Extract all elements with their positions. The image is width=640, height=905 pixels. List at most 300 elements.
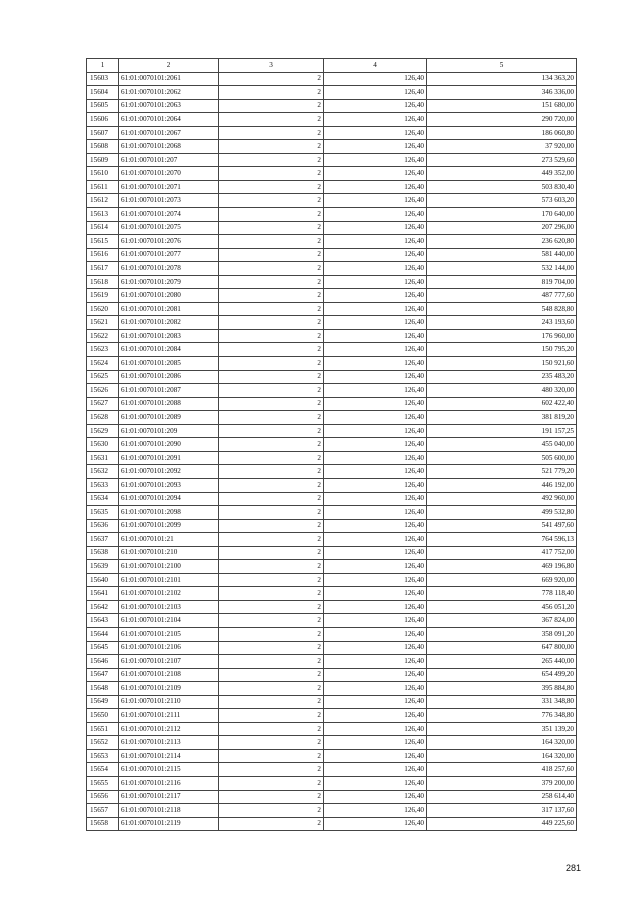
table-row <box>87 316 577 330</box>
table-cell: 764 596,13 <box>427 533 577 547</box>
table-cell: 126,40 <box>324 790 427 804</box>
table-cell: 126,40 <box>324 113 427 127</box>
table-cell: 2 <box>219 749 324 763</box>
table-cell: 126,40 <box>324 302 427 316</box>
table-cell: 15645 <box>87 641 119 655</box>
table-cell: 15643 <box>87 614 119 628</box>
table-cell: 2 <box>219 167 324 181</box>
table-cell: 61:01:0070101:2107 <box>119 655 219 669</box>
table-row <box>87 790 577 804</box>
table-cell: 2 <box>219 627 324 641</box>
table-cell: 126,40 <box>324 478 427 492</box>
table-row <box>87 113 577 127</box>
table-cell: 126,40 <box>324 600 427 614</box>
table-cell: 126,40 <box>324 316 427 330</box>
table-cell: 2 <box>219 370 324 384</box>
table-cell: 243 193,60 <box>427 316 577 330</box>
table-cell: 61:01:0070101:2076 <box>119 235 219 249</box>
table-cell: 61:01:0070101:2063 <box>119 99 219 113</box>
table-cell: 418 257,60 <box>427 763 577 777</box>
table-cell: 61:01:0070101:2101 <box>119 573 219 587</box>
table-cell: 15647 <box>87 668 119 682</box>
table-cell: 2 <box>219 343 324 357</box>
table-cell: 126,40 <box>324 804 427 818</box>
table-cell: 126,40 <box>324 424 427 438</box>
table-cell: 15633 <box>87 478 119 492</box>
header-cell: 4 <box>324 59 427 73</box>
table-cell: 15624 <box>87 357 119 371</box>
table-cell: 61:01:0070101:2100 <box>119 560 219 574</box>
table-cell: 61:01:0070101:2108 <box>119 668 219 682</box>
table-cell: 61:01:0070101:2077 <box>119 248 219 262</box>
table-row <box>87 465 577 479</box>
table-cell: 61:01:0070101:2090 <box>119 438 219 452</box>
table-cell: 126,40 <box>324 411 427 425</box>
table-cell: 37 920,00 <box>427 140 577 154</box>
table-cell: 449 225,60 <box>427 817 577 831</box>
table-cell: 602 422,40 <box>427 397 577 411</box>
table-cell: 126,40 <box>324 86 427 100</box>
header-cell: 3 <box>219 59 324 73</box>
table-cell: 15656 <box>87 790 119 804</box>
table-cell: 2 <box>219 275 324 289</box>
table-cell: 2 <box>219 140 324 154</box>
table-cell: 126,40 <box>324 329 427 343</box>
table-cell: 2 <box>219 86 324 100</box>
table-cell: 15627 <box>87 397 119 411</box>
table-cell: 126,40 <box>324 573 427 587</box>
table-cell: 15614 <box>87 221 119 235</box>
table-cell: 15628 <box>87 411 119 425</box>
table-cell: 2 <box>219 682 324 696</box>
table-cell: 2 <box>219 736 324 750</box>
table-row <box>87 506 577 520</box>
table-cell: 126,40 <box>324 451 427 465</box>
table-row <box>87 438 577 452</box>
table-cell: 61:01:0070101:2088 <box>119 397 219 411</box>
table-cell: 15611 <box>87 180 119 194</box>
table-cell: 2 <box>219 180 324 194</box>
table-cell: 126,40 <box>324 614 427 628</box>
table-cell: 170 640,00 <box>427 208 577 222</box>
table-cell: 126,40 <box>324 641 427 655</box>
table-cell: 61:01:0070101:2078 <box>119 262 219 276</box>
table-cell: 15606 <box>87 113 119 127</box>
table-cell: 61:01:0070101:2087 <box>119 384 219 398</box>
table-cell: 331 348,80 <box>427 695 577 709</box>
table-cell: 492 960,00 <box>427 492 577 506</box>
table-cell: 2 <box>219 695 324 709</box>
table-cell: 61:01:0070101:2112 <box>119 722 219 736</box>
table-cell: 61:01:0070101:2111 <box>119 709 219 723</box>
table-cell: 126,40 <box>324 357 427 371</box>
table-cell: 61:01:0070101:2075 <box>119 221 219 235</box>
table-cell: 61:01:0070101:2085 <box>119 357 219 371</box>
table-cell: 15610 <box>87 167 119 181</box>
table-cell: 2 <box>219 438 324 452</box>
table-cell: 15637 <box>87 533 119 547</box>
table-cell: 61:01:0070101:2083 <box>119 329 219 343</box>
table-row <box>87 384 577 398</box>
table-cell: 2 <box>219 194 324 208</box>
table-cell: 15631 <box>87 451 119 465</box>
table-cell: 61:01:0070101:2114 <box>119 749 219 763</box>
table-cell: 15649 <box>87 695 119 709</box>
table-cell: 2 <box>219 329 324 343</box>
header-cell: 2 <box>119 59 219 73</box>
table-cell: 61:01:0070101:21 <box>119 533 219 547</box>
table-cell: 2 <box>219 560 324 574</box>
table-cell: 346 336,00 <box>427 86 577 100</box>
table-cell: 126,40 <box>324 668 427 682</box>
table-cell: 446 192,00 <box>427 478 577 492</box>
table-cell: 126,40 <box>324 438 427 452</box>
table-cell: 61:01:0070101:2119 <box>119 817 219 831</box>
table-cell: 134 363,20 <box>427 72 577 86</box>
table-cell: 164 320,00 <box>427 736 577 750</box>
table-cell: 15644 <box>87 627 119 641</box>
table-cell: 2 <box>219 817 324 831</box>
table-cell: 2 <box>219 289 324 303</box>
table-cell: 2 <box>219 302 324 316</box>
table-cell: 61:01:0070101:2117 <box>119 790 219 804</box>
table-cell: 15657 <box>87 804 119 818</box>
table-cell: 2 <box>219 262 324 276</box>
table-cell: 15607 <box>87 126 119 140</box>
table-row <box>87 275 577 289</box>
table-row <box>87 817 577 831</box>
table-row <box>87 411 577 425</box>
table-cell: 186 060,80 <box>427 126 577 140</box>
table-row <box>87 722 577 736</box>
table-cell: 61:01:0070101:2103 <box>119 600 219 614</box>
table-cell: 61:01:0070101:2098 <box>119 506 219 520</box>
table-cell: 2 <box>219 641 324 655</box>
table-cell: 61:01:0070101:2064 <box>119 113 219 127</box>
table-row <box>87 492 577 506</box>
table-cell: 61:01:0070101:2082 <box>119 316 219 330</box>
table-cell: 126,40 <box>324 167 427 181</box>
page-number: 281 <box>566 863 582 873</box>
table-cell: 15620 <box>87 302 119 316</box>
table-cell: 15603 <box>87 72 119 86</box>
table-cell: 2 <box>219 384 324 398</box>
table-row <box>87 72 577 86</box>
table-header-row <box>87 59 577 73</box>
table-cell: 126,40 <box>324 221 427 235</box>
table-row <box>87 167 577 181</box>
header-cell: 1 <box>87 59 119 73</box>
table-cell: 126,40 <box>324 370 427 384</box>
table-cell: 150 795,20 <box>427 343 577 357</box>
table-cell: 126,40 <box>324 465 427 479</box>
table-row <box>87 302 577 316</box>
table-cell: 15639 <box>87 560 119 574</box>
table-row <box>87 140 577 154</box>
table-cell: 15650 <box>87 709 119 723</box>
table-cell: 15613 <box>87 208 119 222</box>
table-cell: 61:01:0070101:2091 <box>119 451 219 465</box>
table-cell: 61:01:0070101:2080 <box>119 289 219 303</box>
table-row <box>87 235 577 249</box>
table-cell: 776 348,80 <box>427 709 577 723</box>
table-cell: 15634 <box>87 492 119 506</box>
table-cell: 15623 <box>87 343 119 357</box>
table-cell: 126,40 <box>324 235 427 249</box>
table-cell: 126,40 <box>324 546 427 560</box>
table-cell: 2 <box>219 506 324 520</box>
table-cell: 61:01:0070101:2104 <box>119 614 219 628</box>
table-row <box>87 641 577 655</box>
data-table <box>86 58 577 831</box>
table-cell: 2 <box>219 72 324 86</box>
table-cell: 126,40 <box>324 709 427 723</box>
table-cell: 15642 <box>87 600 119 614</box>
table-cell: 487 777,60 <box>427 289 577 303</box>
table-cell: 61:01:0070101:2073 <box>119 194 219 208</box>
table-cell: 541 497,60 <box>427 519 577 533</box>
table-cell: 61:01:0070101:2105 <box>119 627 219 641</box>
table-row <box>87 99 577 113</box>
table-cell: 573 603,20 <box>427 194 577 208</box>
table-cell: 126,40 <box>324 248 427 262</box>
table-cell: 647 800,00 <box>427 641 577 655</box>
table-row <box>87 587 577 601</box>
table-row <box>87 86 577 100</box>
table-row <box>87 357 577 371</box>
table-cell: 480 320,00 <box>427 384 577 398</box>
table-body <box>87 59 577 831</box>
table-cell: 126,40 <box>324 533 427 547</box>
table-cell: 126,40 <box>324 384 427 398</box>
table-cell: 521 779,20 <box>427 465 577 479</box>
table-row <box>87 763 577 777</box>
table-cell: 449 352,00 <box>427 167 577 181</box>
table-cell: 176 960,00 <box>427 329 577 343</box>
table-cell: 126,40 <box>324 180 427 194</box>
table-row <box>87 221 577 235</box>
table-cell: 15622 <box>87 329 119 343</box>
table-cell: 15646 <box>87 655 119 669</box>
table-cell: 2 <box>219 492 324 506</box>
table-cell: 2 <box>219 587 324 601</box>
table-cell: 126,40 <box>324 72 427 86</box>
table-cell: 2 <box>219 804 324 818</box>
table-cell: 61:01:0070101:2074 <box>119 208 219 222</box>
table-cell: 505 600,00 <box>427 451 577 465</box>
table-cell: 61:01:0070101:2116 <box>119 776 219 790</box>
table-row <box>87 695 577 709</box>
table-cell: 15652 <box>87 736 119 750</box>
table-cell: 2 <box>219 655 324 669</box>
table-cell: 581 440,00 <box>427 248 577 262</box>
table-cell: 351 139,20 <box>427 722 577 736</box>
table-cell: 15626 <box>87 384 119 398</box>
table-cell: 61:01:0070101:2084 <box>119 343 219 357</box>
table-cell: 126,40 <box>324 506 427 520</box>
table-cell: 15609 <box>87 153 119 167</box>
table-cell: 126,40 <box>324 99 427 113</box>
table-row <box>87 248 577 262</box>
table-row <box>87 614 577 628</box>
table-cell: 2 <box>219 709 324 723</box>
table-cell: 126,40 <box>324 194 427 208</box>
table-cell: 126,40 <box>324 722 427 736</box>
table-row <box>87 424 577 438</box>
table-cell: 15641 <box>87 587 119 601</box>
table-cell: 15658 <box>87 817 119 831</box>
table-cell: 2 <box>219 235 324 249</box>
table-cell: 15617 <box>87 262 119 276</box>
table-cell: 2 <box>219 99 324 113</box>
table-cell: 15640 <box>87 573 119 587</box>
table-cell: 151 680,00 <box>427 99 577 113</box>
table-cell: 669 920,00 <box>427 573 577 587</box>
table-row <box>87 627 577 641</box>
table-cell: 778 118,40 <box>427 587 577 601</box>
table-cell: 61:01:0070101:210 <box>119 546 219 560</box>
table-row <box>87 736 577 750</box>
table-row <box>87 804 577 818</box>
table-row <box>87 560 577 574</box>
table-cell: 2 <box>219 573 324 587</box>
table-cell: 15605 <box>87 99 119 113</box>
table-cell: 164 320,00 <box>427 749 577 763</box>
table-cell: 258 614,40 <box>427 790 577 804</box>
table-cell: 499 532,80 <box>427 506 577 520</box>
table-cell: 61:01:0070101:2071 <box>119 180 219 194</box>
table-cell: 126,40 <box>324 682 427 696</box>
table-cell: 15630 <box>87 438 119 452</box>
table-row <box>87 600 577 614</box>
table-cell: 469 196,80 <box>427 560 577 574</box>
table-row <box>87 208 577 222</box>
table-row <box>87 126 577 140</box>
table-cell: 2 <box>219 397 324 411</box>
table-cell: 126,40 <box>324 126 427 140</box>
table-cell: 273 529,60 <box>427 153 577 167</box>
table-cell: 2 <box>219 208 324 222</box>
table-cell: 417 752,00 <box>427 546 577 560</box>
table-cell: 2 <box>219 776 324 790</box>
table-cell: 2 <box>219 790 324 804</box>
table-cell: 15621 <box>87 316 119 330</box>
table-cell: 61:01:0070101:2061 <box>119 72 219 86</box>
table-cell: 61:01:0070101:2115 <box>119 763 219 777</box>
table-cell: 503 830,40 <box>427 180 577 194</box>
table-cell: 61:01:0070101:207 <box>119 153 219 167</box>
table-cell: 2 <box>219 153 324 167</box>
table-cell: 61:01:0070101:2081 <box>119 302 219 316</box>
table-cell: 15629 <box>87 424 119 438</box>
table-row <box>87 519 577 533</box>
table-row <box>87 370 577 384</box>
table-cell: 15651 <box>87 722 119 736</box>
table-cell: 379 200,00 <box>427 776 577 790</box>
header-cell: 5 <box>427 59 577 73</box>
table-cell: 126,40 <box>324 627 427 641</box>
table-cell: 2 <box>219 451 324 465</box>
table-row <box>87 655 577 669</box>
table-cell: 15648 <box>87 682 119 696</box>
table-cell: 15618 <box>87 275 119 289</box>
table-cell: 61:01:0070101:2086 <box>119 370 219 384</box>
table-cell: 15654 <box>87 763 119 777</box>
table-cell: 126,40 <box>324 343 427 357</box>
table-cell: 2 <box>219 221 324 235</box>
table-cell: 61:01:0070101:209 <box>119 424 219 438</box>
table-cell: 61:01:0070101:2094 <box>119 492 219 506</box>
table-cell: 455 040,00 <box>427 438 577 452</box>
table-row <box>87 682 577 696</box>
table-cell: 2 <box>219 424 324 438</box>
table-cell: 456 051,20 <box>427 600 577 614</box>
table-cell: 236 620,80 <box>427 235 577 249</box>
table-cell: 15616 <box>87 248 119 262</box>
table-cell: 2 <box>219 519 324 533</box>
table-cell: 126,40 <box>324 655 427 669</box>
table-cell: 15638 <box>87 546 119 560</box>
table-cell: 367 824,00 <box>427 614 577 628</box>
table-cell: 2 <box>219 126 324 140</box>
table-cell: 265 440,00 <box>427 655 577 669</box>
table-cell: 126,40 <box>324 587 427 601</box>
table-row <box>87 153 577 167</box>
table-cell: 61:01:0070101:2110 <box>119 695 219 709</box>
table-cell: 2 <box>219 411 324 425</box>
table-cell: 191 157,25 <box>427 424 577 438</box>
table-cell: 126,40 <box>324 763 427 777</box>
table-cell: 395 884,80 <box>427 682 577 696</box>
table-cell: 126,40 <box>324 262 427 276</box>
table-cell: 126,40 <box>324 289 427 303</box>
table-row <box>87 397 577 411</box>
table-cell: 61:01:0070101:2092 <box>119 465 219 479</box>
table-row <box>87 262 577 276</box>
table-row <box>87 533 577 547</box>
table-cell: 2 <box>219 533 324 547</box>
table-cell: 235 483,20 <box>427 370 577 384</box>
table-cell: 61:01:0070101:2079 <box>119 275 219 289</box>
table-cell: 126,40 <box>324 560 427 574</box>
table-cell: 15608 <box>87 140 119 154</box>
table-cell: 15655 <box>87 776 119 790</box>
table-row <box>87 451 577 465</box>
table-cell: 2 <box>219 722 324 736</box>
table-cell: 2 <box>219 357 324 371</box>
table-cell: 2 <box>219 614 324 628</box>
table-cell: 61:01:0070101:2118 <box>119 804 219 818</box>
table-cell: 61:01:0070101:2068 <box>119 140 219 154</box>
table-row <box>87 478 577 492</box>
table-cell: 2 <box>219 600 324 614</box>
table-cell: 61:01:0070101:2089 <box>119 411 219 425</box>
table-cell: 126,40 <box>324 519 427 533</box>
table-cell: 126,40 <box>324 749 427 763</box>
table-cell: 126,40 <box>324 140 427 154</box>
table-cell: 126,40 <box>324 208 427 222</box>
table-cell: 2 <box>219 668 324 682</box>
table-cell: 2 <box>219 113 324 127</box>
table-cell: 61:01:0070101:2070 <box>119 167 219 181</box>
table-cell: 2 <box>219 546 324 560</box>
table-cell: 61:01:0070101:2106 <box>119 641 219 655</box>
table-cell: 15636 <box>87 519 119 533</box>
table-cell: 61:01:0070101:2113 <box>119 736 219 750</box>
table-cell: 126,40 <box>324 817 427 831</box>
table-cell: 126,40 <box>324 736 427 750</box>
table-cell: 15653 <box>87 749 119 763</box>
